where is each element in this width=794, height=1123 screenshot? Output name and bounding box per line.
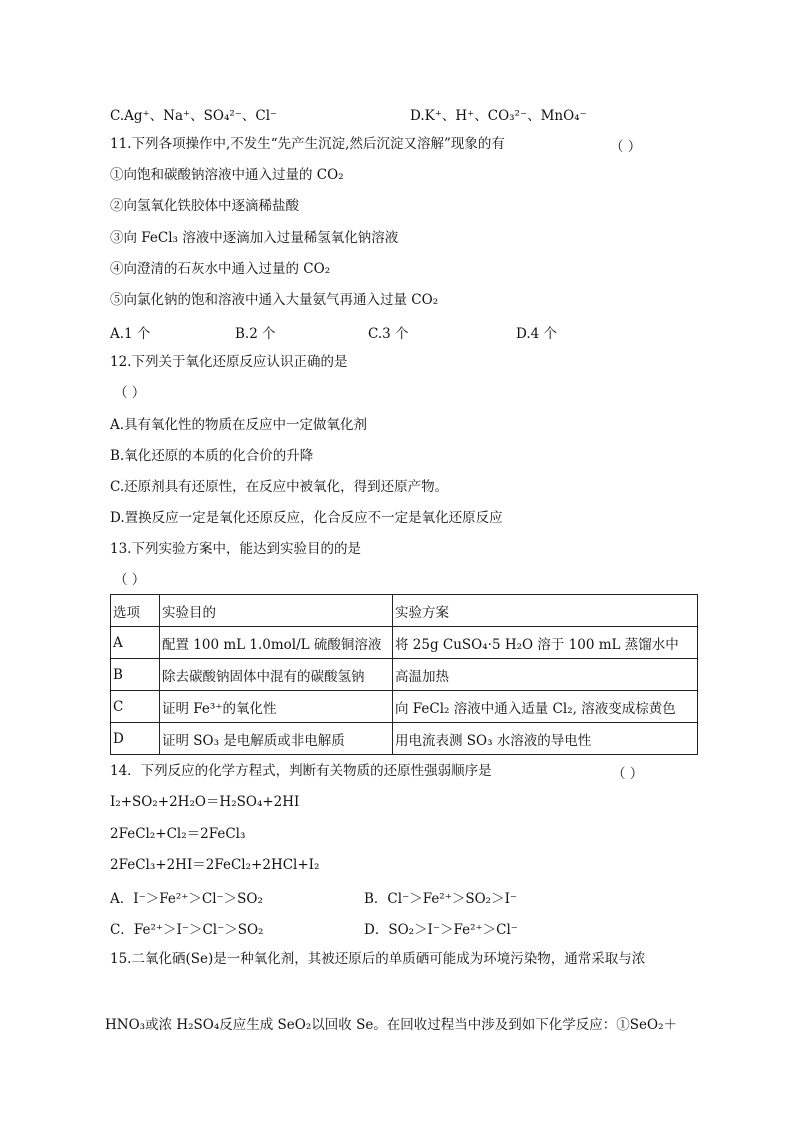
q14-option-a: A．I⁻＞Fe²⁺＞Cl⁻＞SO₂ xyxy=(110,891,263,907)
table-cell: C xyxy=(111,691,160,723)
table-cell: 将 25g CuSO₄·5 H₂O 溶于 100 mL 蒸馏水中 xyxy=(393,627,698,659)
q14-equation-3: 2FeCl₃+2HI＝2FeCl₂+2HCl+I₂ xyxy=(110,857,320,873)
q11-item-4: ④向澄清的石灰水中通入过量的 CO₂ xyxy=(110,261,331,277)
table-cell: 用电流表测 SO₃ 水溶液的导电性 xyxy=(393,723,698,755)
q15-line-2: HNO₃或浓 H₂SO₄反应生成 SeO₂以回收 Se。在回收过程当中涉及到如下化学反应：①SeO₂＋ xyxy=(105,1017,678,1033)
q14-equation-2: 2FeCl₂+Cl₂＝2FeCl₃ xyxy=(110,826,246,842)
table-cell: 高温加热 xyxy=(393,659,698,691)
option-d: D.K⁺、H⁺、CO₃²⁻、MnO₄⁻ xyxy=(410,108,587,124)
table-cell: D xyxy=(111,723,160,755)
table-header-cell: 实验方案 xyxy=(393,595,698,627)
table-row xyxy=(111,627,698,659)
q13-stem: 13.下列实验方案中，能达到实验目的的是 xyxy=(110,541,361,557)
q14-option-b: B．Cl⁻＞Fe²⁺＞SO₂＞I⁻ xyxy=(364,891,518,907)
q12-stem: 12.下列关于氧化还原反应认识正确的是 xyxy=(110,354,348,370)
q11-option-d: D.4 个 xyxy=(516,326,558,342)
q13-paren: （ ） xyxy=(114,572,146,588)
q11-option-a: A.1 个 xyxy=(110,326,151,342)
option-c: C.Ag⁺、Na⁺、SO₄²⁻、Cl⁻ xyxy=(110,108,278,124)
experiment-table xyxy=(110,594,698,755)
table-cell: 证明 SO₃ 是电解质或非电解质 xyxy=(160,723,393,755)
table-header-cell: 选项 xyxy=(111,595,160,627)
q11-stem: 11.下列各项操作中,不发生“先产生沉淀,然后沉淀又溶解”现象的有 xyxy=(110,136,505,152)
q14-stem: 14．下列反应的化学方程式，判断有关物质的还原性强弱顺序是 xyxy=(110,763,492,779)
q12-option-b: B.氧化还原的本质的化合价的升降 xyxy=(110,448,314,464)
table-cell: 配置 100 mL 1.0mol/L 硫酸铜溶液 xyxy=(160,627,393,659)
q11-item-2: ②向氢氧化铁胶体中逐滴稀盐酸 xyxy=(110,198,299,214)
table-cell: A xyxy=(111,627,160,659)
q12-option-d: D.置换反应一定是氧化还原反应，化合反应不一定是氧化还原反应 xyxy=(110,510,503,526)
q11-item-3: ③向 FeCl₃ 溶液中逐滴加入过量稀氢氧化钠溶液 xyxy=(110,230,399,246)
table-cell: 证明 Fe³⁺的氧化性 xyxy=(160,691,393,723)
table-row xyxy=(111,659,698,691)
q11-item-1: ①向饱和碳酸钠溶液中通入过量的 CO₂ xyxy=(110,167,344,183)
table-header-cell: 实验目的 xyxy=(160,595,393,627)
q11-item-5: ⑤向氯化钠的饱和溶液中通入大量氨气再通入过量 CO₂ xyxy=(110,292,439,308)
q12-paren: （ ） xyxy=(114,385,146,401)
table-cell: B xyxy=(111,659,160,691)
table-row xyxy=(111,723,698,755)
table-row xyxy=(111,691,698,723)
q14-paren: （ ） xyxy=(612,766,644,782)
q12-option-a: A.具有氧化性的物质在反应中一定做氧化剂 xyxy=(110,417,368,433)
table-cell: 除去碳酸钠固体中混有的碳酸氢钠 xyxy=(160,659,393,691)
q14-option-c: C．Fe²⁺＞I⁻＞Cl⁻＞SO₂ xyxy=(110,922,264,938)
q15-line-1: 15.二氧化硒(Se)是一种氧化剂，其被还原后的单质硒可能成为环境污染物，通常采取与浓 xyxy=(110,951,646,967)
q14-equation-1: I₂+SO₂+2H₂O＝H₂SO₄+2HI xyxy=(110,794,300,810)
table-cell: 向 FeCl₂ 溶液中通入适量 Cl₂, 溶液变成棕黄色 xyxy=(393,691,698,723)
q14-option-d: D．SO₂＞I⁻＞Fe²⁺＞Cl⁻ xyxy=(364,922,518,938)
table-header-row xyxy=(111,595,698,627)
q11-option-c: C.3 个 xyxy=(368,326,409,342)
q11-option-b: B.2 个 xyxy=(235,326,276,342)
q11-paren: （ ） xyxy=(610,139,642,155)
q12-option-c: C.还原剂具有还原性，在反应中被氧化，得到还原产物。 xyxy=(110,479,449,495)
